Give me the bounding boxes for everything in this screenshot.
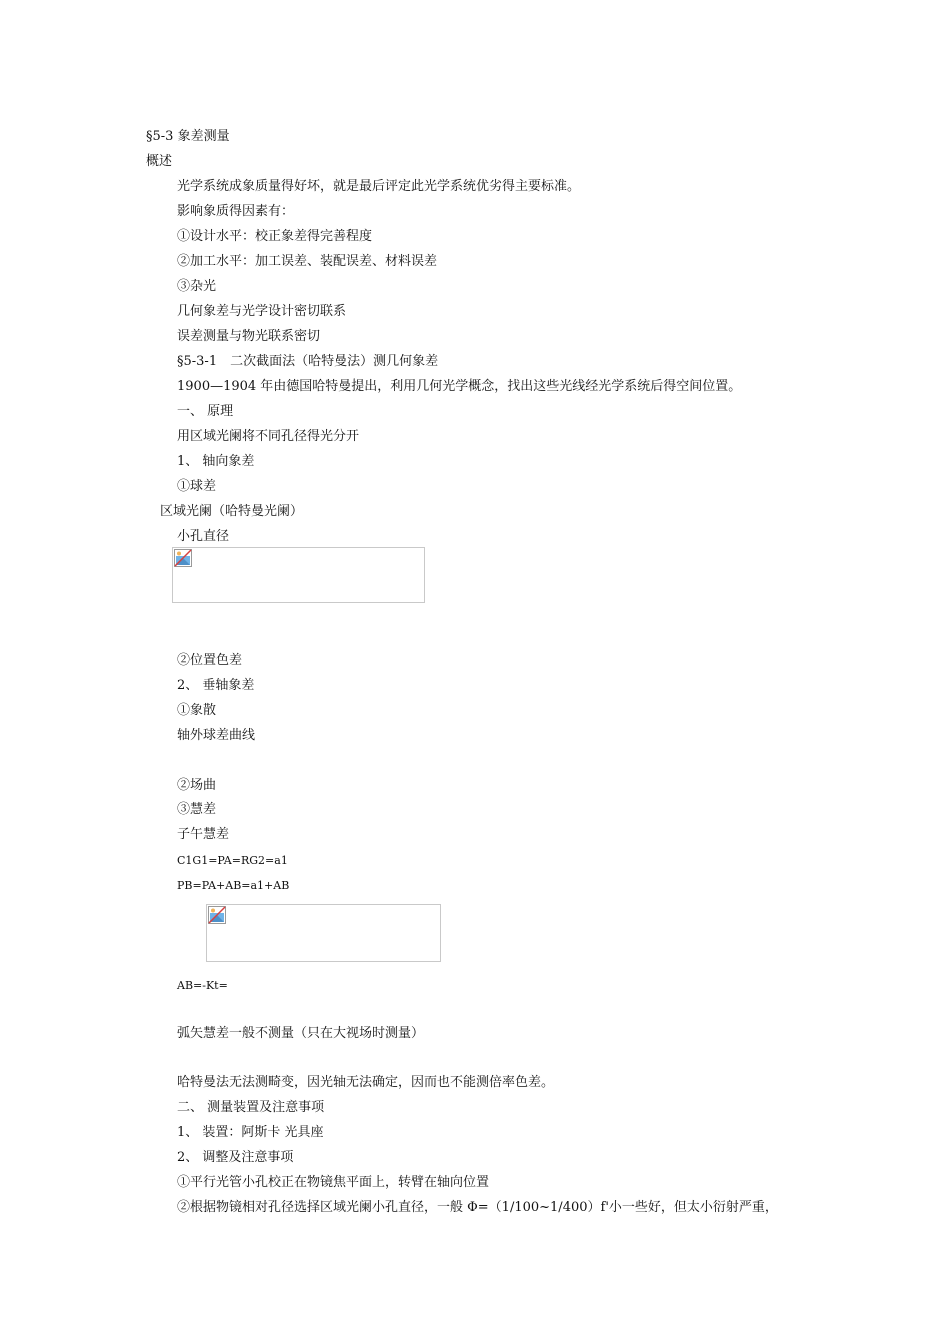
zone-stop-label: 区域光阑（哈特曼光阑）	[160, 504, 304, 519]
broken-image-icon	[174, 549, 192, 567]
equation-3: AB=-Kt=	[177, 979, 228, 992]
hartmann-limitation: 哈特曼法无法测畸变，因光轴无法确定，因而也不能测倍率色差。	[177, 1075, 555, 1090]
field-curvature: ②场曲	[177, 778, 217, 793]
note-aperture: ②根据物镜相对孔径选择区域光阑小孔直径，一般 Φ=（1/100~1/400）f'小一些好，但太小衍射严重，	[177, 1200, 778, 1215]
section-title: §5-3 象差测量	[146, 129, 230, 144]
equation-1: C1G1=PA=RG2=a1	[177, 854, 288, 867]
spherical-aberration: ①球差	[177, 479, 217, 494]
paragraph-error: 误差测量与物光联系密切	[177, 329, 321, 344]
image-placeholder	[206, 904, 441, 962]
equation-2: PB=PA+AB=a1+AB	[177, 879, 290, 892]
paragraph-quality: 光学系统成象质量得好坏，就是最后评定此光学系统优劣得主要标准。	[177, 179, 581, 194]
astigmatism: ①象散	[177, 703, 217, 718]
axial-aberration-heading: 1、 轴向象差	[177, 454, 255, 469]
subsection-title: §5-3-1 二次截面法（哈特曼法）测几何象差	[177, 354, 439, 369]
principle-text: 用区域光阑将不同孔径得光分开	[177, 429, 360, 444]
meridional-coma: 子午慧差	[177, 827, 230, 842]
paragraph-geometric: 几何象差与光学设计密切联系	[177, 304, 347, 319]
sagittal-coma: 弧矢慧差一般不测量（只在大视场时测量）	[177, 1026, 425, 1041]
hole-diameter-label: 小孔直径	[177, 529, 230, 544]
setup-heading: 二、 测量装置及注意事项	[177, 1100, 325, 1115]
paragraph-history: 1900—1904 年由德国哈特曼提出，利用几何光学概念，找出这些光线经光学系统后得空间位置。	[177, 379, 742, 394]
factor-stray-light: ③杂光	[177, 279, 217, 294]
broken-image-icon	[208, 906, 226, 924]
coma: ③慧差	[177, 802, 217, 817]
overview-heading: 概述	[146, 154, 173, 169]
setup-apparatus: 1、 装置：阿斯卡 光具座	[177, 1125, 324, 1140]
off-axis-curve: 轴外球差曲线	[177, 728, 256, 743]
image-placeholder	[172, 547, 425, 603]
principle-heading: 一、 原理	[177, 404, 234, 419]
factor-design: ①设计水平：校正象差得完善程度	[177, 229, 373, 244]
note-collimator: ①平行光管小孔校正在物镜焦平面上，转臂在轴向位置	[177, 1175, 490, 1190]
setup-adjustment: 2、 调整及注意事项	[177, 1150, 294, 1165]
paragraph-factors: 影响象质得因素有：	[177, 204, 295, 219]
vertical-aberration-heading: 2、 垂轴象差	[177, 678, 255, 693]
position-chromatic: ②位置色差	[177, 653, 243, 668]
factor-processing: ②加工水平：加工误差、装配误差、材料误差	[177, 254, 438, 269]
